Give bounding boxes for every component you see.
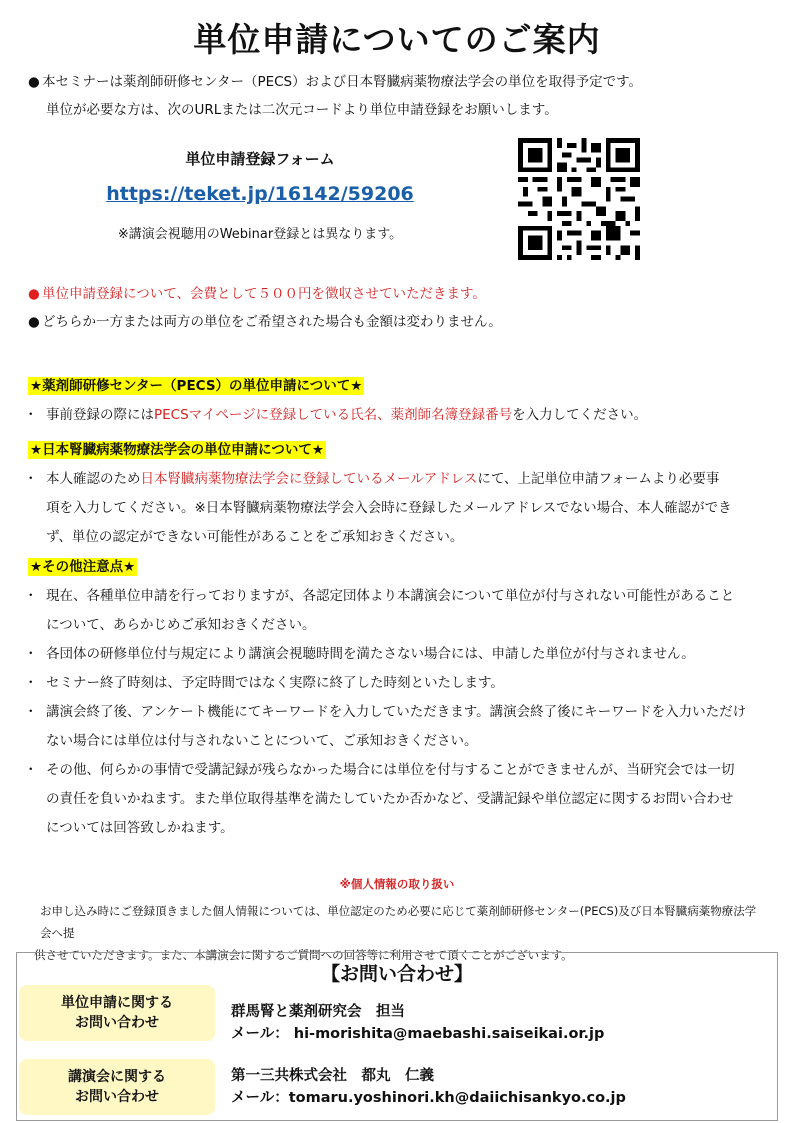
fee-line-1: 単位申請登録について、会費として５００円を徴収させていただきます。: [42, 286, 486, 302]
privacy-line-1: お申し込み時にご登録頂きました個人情報については、単位認定のため必要に応じて薬剤師研修センター(PECS)及び日本腎臓病薬物療法学会へ提: [40, 904, 757, 940]
contact-title: 【お問い合わせ】: [320, 963, 473, 985]
qr-code-icon[interactable]: [518, 138, 640, 260]
form-note: ※講演会視聴用のWebinar登録とは異なります。: [117, 227, 403, 242]
intro: [28, 68, 768, 124]
form-title: 単位申請登録フォーム: [185, 150, 335, 168]
pecs-section: [28, 372, 772, 430]
contact-name: 第一三共株式会社 都丸 仁義: [231, 1068, 434, 1084]
jsnp-section: [28, 436, 772, 552]
fee-notes: [28, 280, 768, 336]
contact-email[interactable]: メール： hi-morishita@maebashi.saiseikai.or.jp: [231, 1026, 605, 1042]
privacy-line-2: 供させていただきます。また、本講演会に関するご質問への回答等に利用させて頂くことがございます。: [34, 948, 573, 962]
other-heading: ★その他注意点★: [30, 559, 136, 575]
pecs-item: ・ 事前登録の際にはPECSマイページに登録している氏名、薬剤師名簿登録番号を入力してください。: [28, 401, 772, 430]
registration-form-block: [90, 148, 430, 242]
contact-box: [16, 952, 778, 1121]
red-bullet-icon: ●: [28, 286, 40, 302]
contact-info-lecture: [231, 1065, 626, 1109]
contact-info-credit: [231, 1001, 604, 1045]
list-item: ・ その他、何らかの事情で受講記録が残らなかった場合には単位を付与することができませんが、当研究会では一切 の責任を負いかねます。また単位取得基準を満たしていたか否かなど、受講記録や単位認定に関するお問い合わせ については回答致しかねます。: [28, 756, 772, 843]
other-list: [28, 582, 772, 843]
list-item: ・ 現在、各種単位申請を行っておりますが、各認定団体より本講演会について単位が付与されない可能性があること について、あらかじめご承知おきください。: [28, 582, 772, 640]
other-section: [28, 553, 772, 843]
bullet-icon: ●: [28, 74, 40, 90]
page-title: 単位申請についてのご案内: [193, 20, 601, 59]
privacy-title: ※個人情報の取り扱い: [339, 877, 455, 891]
pecs-heading: ★薬剤師研修センター（PECS）の単位申請について★: [30, 378, 363, 394]
contact-name: 群馬腎と薬剤研究会 担当: [231, 1004, 405, 1020]
intro-line-1: 本セミナーは薬剤師研修センター（PECS）および日本腎臓病薬物療法学会の単位を取得予定です。: [42, 74, 643, 90]
contact-email[interactable]: メール：tomaru.yoshinori.kh@daiichisankyo.co.jp: [231, 1090, 626, 1106]
form-url-link[interactable]: https://teket.jp/16142/59206: [106, 183, 414, 205]
jsnp-item: ・ 本人確認のため日本腎臓病薬物療法学会に登録しているメールアドレスにて、上記単位申請フォームより必要事 項を入力してください。※日本腎臓病薬物療法学会入会時に登録したメールアドレスでない場合、本人確認ができ ず、単位の認定ができない可能性があることをご承知おきください。: [28, 465, 772, 552]
list-item: ・ 講演会終了後、アンケート機能にてキーワードを入力していただきます。講演会終了後にキーワードを入力いただけ ない場合には単位は付与されないことについて、ご承知おきください。: [28, 698, 772, 756]
intro-line-2: 単位が必要な方は、次のURLまたは二次元コードより単位申請登録をお願いします。: [46, 102, 558, 118]
list-item: ・ セミナー終了時刻は、予定時間ではなく実際に終了した時刻といたします。: [28, 669, 772, 698]
fee-line-2: どちらか一方または両方の単位をご希望された場合も金額は変わりません。: [42, 314, 502, 330]
contact-label-credit: 単位申請に関する お問い合わせ: [19, 985, 215, 1041]
list-item: ・ 各団体の研修単位付与規定により講演会視聴時間を満たさない場合には、申請した単位が付与されません。: [28, 640, 772, 669]
jsnp-heading: ★日本腎臓病薬物療法学会の単位申請について★: [30, 442, 324, 458]
contact-label-lecture: 講演会に関する お問い合わせ: [19, 1059, 215, 1115]
bullet-icon: ●: [28, 314, 40, 330]
